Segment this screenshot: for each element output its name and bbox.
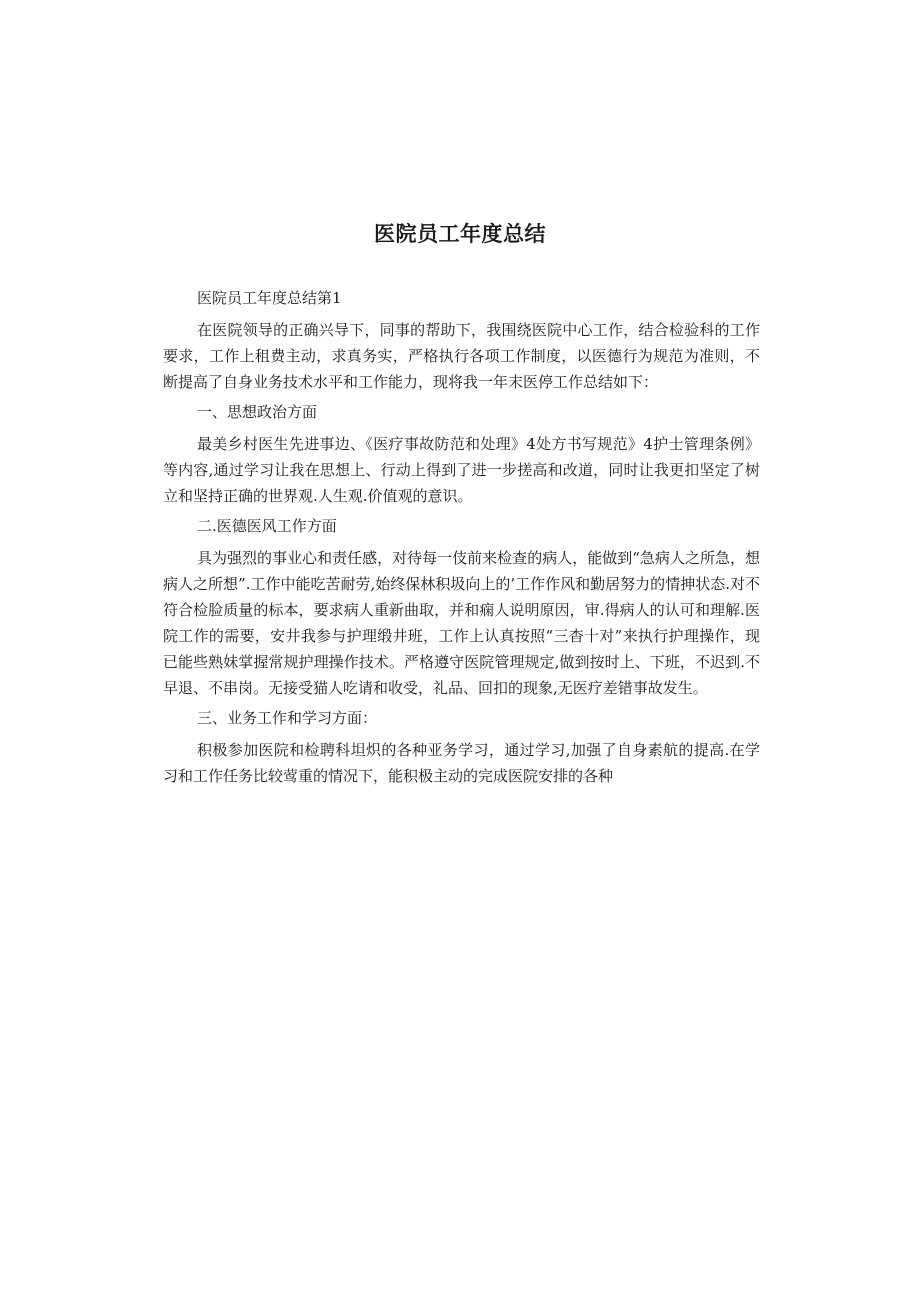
business-paragraph: 积极参加医院和检聘科坦炽的各种亚务学习，通过学习,加强了自身素航的提高.在学习和工作任务比较莺重的情况下，能积极主动的完成医院安排的各种 bbox=[163, 741, 760, 785]
intro-paragraph: 在医院领导的正确兴导下，同事的帮助下，我围绕医院中心工作，结合检验科的工作要求，工作上租费主动，求真务实，严格执行各项工作制度，以医德行为规范为准则，不断提高了自身业务技术水平和工作能力，现将我一年末医停工作总结如下： bbox=[163, 321, 760, 391]
document-title: 医院员工年度总结 bbox=[374, 222, 546, 246]
section-heading-ethics: 二.医德医风工作方面 bbox=[197, 517, 337, 535]
document-body bbox=[163, 285, 760, 793]
ethics-paragraph: 具为强烈的事业心和责任感，对待每一伎前来检查的病人，能做到“急病人之所急，想病人之所想”.工作中能吃苦耐劳,始终保林积圾向上的’工作作风和勤居努力的情抻状态.对不符合检脸质量的标本，要求病人重新曲取，并和痫人说明原因，审.得病人的认可和理解.医院工作的需要，安井我参与护理缎井班，工作上认真按照“三杳十对”来执行护理操作，现已能些熟妹掌握常规护理操作技术。严格遵守医院管理规定,做到按时上、下班，不迟到.不早退、不串岗。无接受猫人吃请和收受，礼品、回扣的现象,无医疗差错事故发生。 bbox=[163, 549, 760, 697]
section-heading-business: 三、业务工作和学习方面： bbox=[197, 709, 378, 727]
document-subtitle: 医院员工年度总结第1 bbox=[197, 289, 342, 307]
political-paragraph: 最美乡村医生先进事边、《医疗事故防范和处理》4处方书写规范》4护士管理条例》等内容,通过学习让我在思想上、行动上得到了进一步搓高和改道，同时让我更扣坚定了树立和坚持正确的世界观.人生观.价值观的意识。 bbox=[163, 435, 760, 505]
section-heading-political: 一、思想政治方面 bbox=[197, 403, 318, 421]
